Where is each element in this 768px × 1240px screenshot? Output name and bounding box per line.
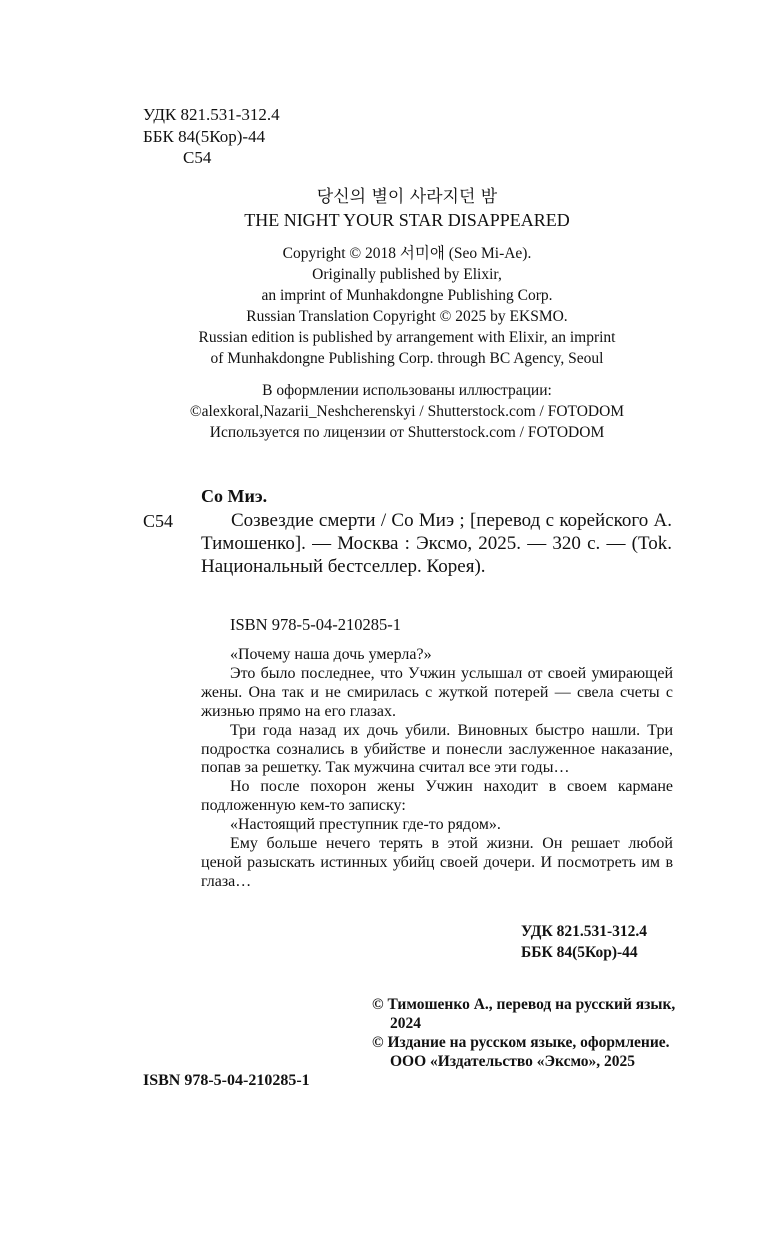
edition-copyright: © Издание на русском языке, оформление. ООО «Издательство «Эксмо», 2025 [372, 1034, 670, 1070]
udk-code-bold: УДК 821.531-312.4 [521, 923, 647, 940]
annotation-paragraph: «Настоящий преступник где-то рядом». [230, 816, 501, 834]
isbn-bottom: ISBN 978-5-04-210285-1 [143, 1072, 310, 1089]
author-heading: Со Миэ. [201, 486, 268, 506]
classification-block [143, 104, 280, 169]
classification-right [521, 921, 647, 963]
copyright-line: Originally published by Elixir, [312, 266, 502, 283]
illustrations-line: Используется по лицензии от Shutterstock.com / FOTODOM [209, 424, 605, 441]
original-title-korean: 당신의 별이 사라지던 밤 [316, 187, 498, 207]
author-sign: С54 [183, 148, 212, 167]
bibliographic-text: Созвездие смерти / Со Миэ ; [перевод с корейского А. Тимошенко]. — Москва : Эксмо, 2025. — 320 с. — (Tok. Национальный бестселлер. Корея). [201, 510, 672, 577]
copyright-line: Russian Translation Copyright © 2025 by EKSMO. [246, 308, 568, 325]
illustrations-line: ©alexkoral,Nazarii_Neshcherenskyi / Shutterstock.com / FOTODOM [189, 403, 625, 420]
copyright-notice [120, 243, 694, 369]
copyright-line: an imprint of Munhakdongne Publishing Corp. [261, 287, 553, 304]
illustrations-credit [120, 380, 694, 443]
bbk-code-bold: ББК 84(5Кор)-44 [521, 944, 638, 961]
illustrations-line: В оформлении использованы иллюстрации: [262, 382, 552, 399]
translation-copyright: © Тимошенко А., перевод на русский язык, 2024 [372, 996, 676, 1032]
isbn-entry: ISBN 978-5-04-210285-1 [230, 615, 401, 634]
bibliographic-entry [201, 509, 672, 578]
copyright-line: Russian edition is published by arrangement with Elixir, an imprint [198, 329, 616, 346]
annotation [201, 646, 673, 892]
original-title-english: THE NIGHT YOUR STAR DISAPPEARED [244, 210, 570, 230]
annotation-paragraph: Это было последнее, что Учжин услышал от своей умирающей жены. Она так и не смирилась с жуткой потерей — свела счеты с жизнью прямо на его глазах. [201, 664, 673, 720]
annotation-paragraph: «Почему наша дочь умерла?» [230, 646, 432, 663]
annotation-paragraph: Ему больше нечего терять в этой жизни. Он решает любой ценой разыскать истинных убийц своей дочери. И посмотреть им в глаза… [201, 835, 673, 890]
annotation-paragraph: Три года назад их дочь убили. Виновных быстро нашли. Три подростка сознались в убийстве и понесли заслуженное наказание, попав за решетку. Так мужчина считал все эти годы… [201, 721, 673, 777]
copyright-line: Copyright © 2018 서미애 (Seo Mi-Ae). [282, 245, 532, 262]
bbk-code: ББК 84(5Кор)-44 [143, 126, 266, 146]
copyright-line: of Munhakdongne Publishing Corp. through BC Agency, Seoul [210, 350, 604, 367]
copyright-block [372, 995, 682, 1071]
bibliography-sign: С54 [143, 511, 174, 531]
udk-code: УДК 821.531-312.4 [143, 105, 280, 124]
annotation-paragraph: Но после похорон жены Учжин находит в своем кармане подложенную кем-то записку: [201, 778, 673, 815]
